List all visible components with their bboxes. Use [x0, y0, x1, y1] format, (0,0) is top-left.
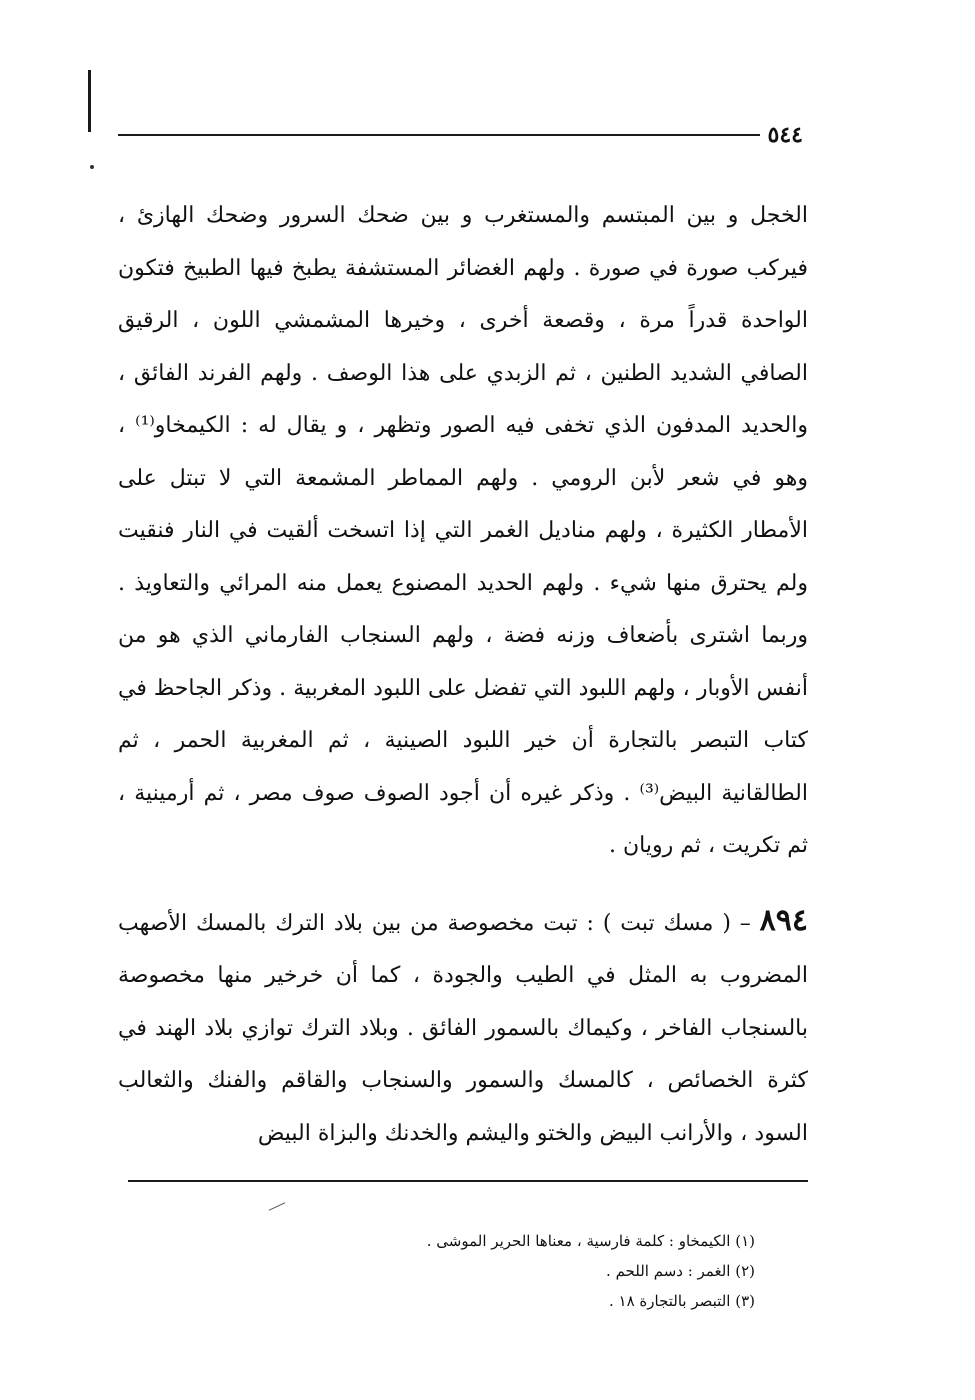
paragraph-2-text: – ( مسك تبت ) : تبت مخصوصة من بين بلاد الترك بالمسك الأصهب المضروب به المثل في الطيب والجودة ، كما أن خرخير منها مخصوصة بالسنجاب الفاخر ، وكيماك بالسمور الفائق . وبلاد الترك توازي بلاد الهند في كثرة الخصائص ، كالمسك والسمور والسنجاب والقاقم والفنك والثعالب السود ، والأرانب البيض والختو واليشم والخدنك والبزاة البيض: [118, 910, 808, 1146]
margin-mark: [88, 70, 91, 132]
entry-number: ٨٩٤: [759, 902, 808, 938]
footnote-3: (٣) التبصر بالتجارة ١٨ .: [608, 1292, 755, 1310]
margin-dot: [90, 165, 94, 169]
main-text: [118, 190, 808, 1160]
header-rule: [118, 134, 760, 136]
paragraph-2: [118, 895, 808, 1161]
footnote-1: (١) الكيمخاو : كلمة فارسية ، معناها الحرير الموشى .: [426, 1232, 755, 1250]
pen-tick-mark: [269, 1202, 286, 1211]
footnote-2: (٢) الغمر : دسم اللحم .: [606, 1262, 755, 1280]
page-number: ٥٤٤: [767, 122, 803, 148]
paragraph-1: الخجل و بين المبتسم والمستغرب و بين ضحك السرور وضحك الهازئ ، فيركب صورة في صورة . ولهم الغضائر المستشفة يطبخ فيها الطبيخ فتكون الواحدة قدراً مرة ، وقصعة أخرى ، وخيرها المشمشي اللون ، الرقيق الصافي الشديد الطنين ، ثم الزبدي على هذا الوصف . ولهم الفرند الفائق ، والحديد المدفون الذي تخفى فيه الصور وتظهر ، و يقال له : الكيمخاو⁽¹⁾ ، وهو في شعر لأبن الرومي . ولهم المماطر المشمعة التي لا تبتل على الأمطار الكثيرة ، ولهم مناديل الغمر التي إذا اتسخت ألقيت في النار فنقيت ولم يحترق منها شيء . ولهم الحديد المصنوع يعمل منه المرائي والتعاويذ . وربما اشترى بأضعاف وزنه فضة ، ولهم السنجاب الفارماني الذي هو من أنفس الأوبار ، ولهم اللبود التي تفضل على اللبود المغربية . وذكر الجاحظ في كتاب التبصر بالتجارة أن خير اللبود الصينية ، ثم المغربية الحمر ، ثم الطالقانية البيض⁽³⁾ . وذكر غيره أن أجود الصوف صوف مصر ، ثم أرمينية ، ثم تكريت ، ثم رويان .: [118, 203, 809, 858]
footnote-rule: [128, 1180, 808, 1182]
page-header: [118, 120, 803, 150]
footnotes: [300, 1226, 755, 1316]
